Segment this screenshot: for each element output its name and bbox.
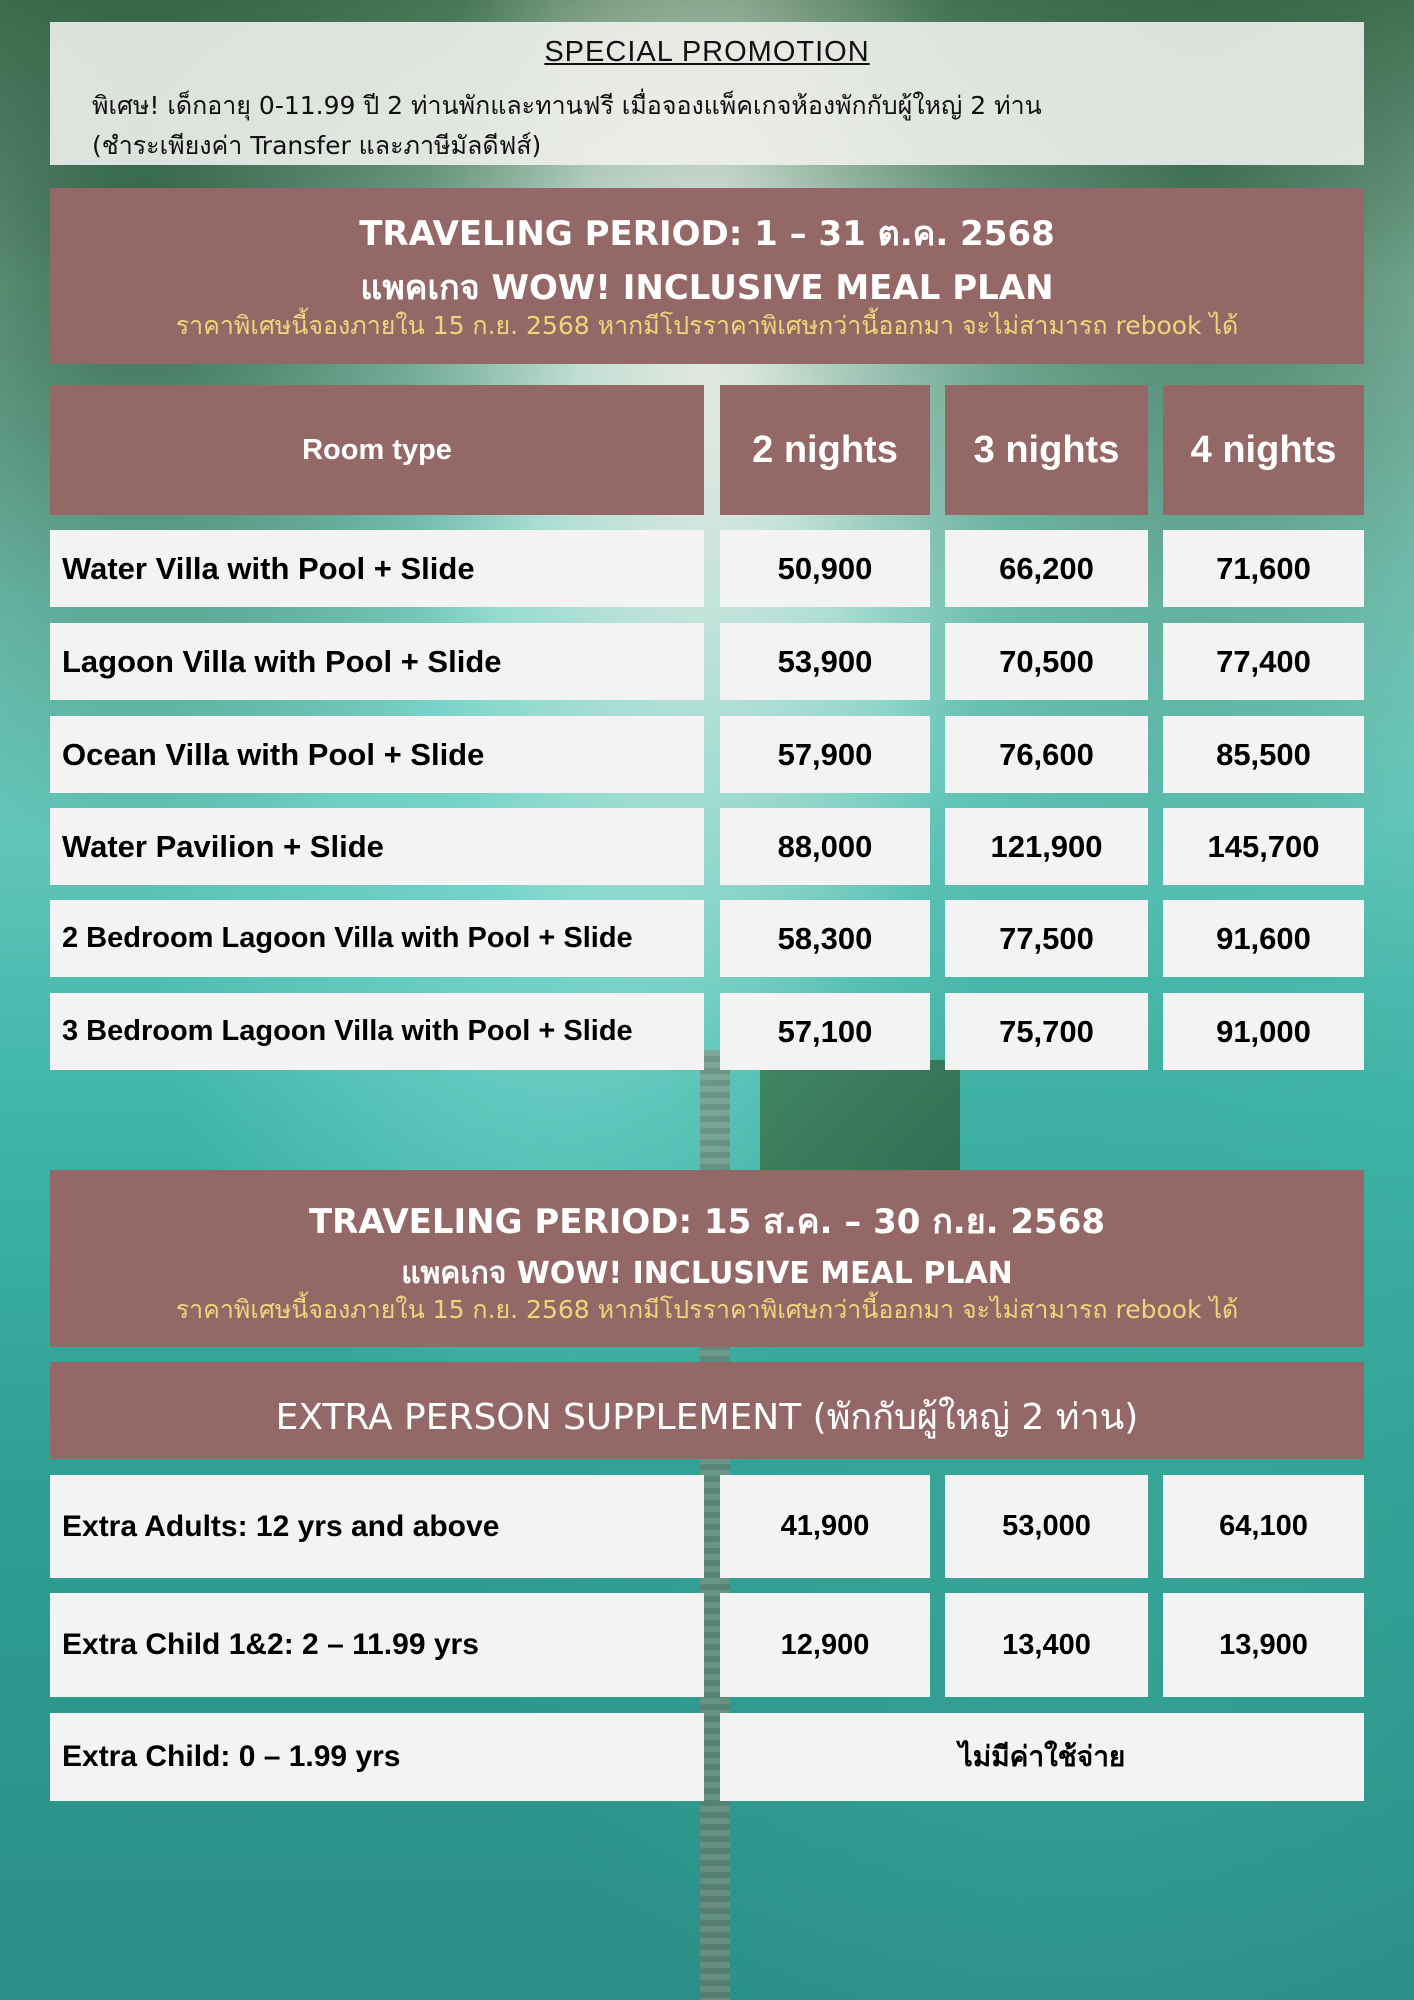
room-name-2-bedroom-lagoon-villa: 2 Bedroom Lagoon Villa with Pool + Slide [50,900,704,977]
extra-adults-label: Extra Adults: 12 yrs and above [50,1475,704,1578]
extra-infant-label: Extra Child: 0 – 1.99 yrs [50,1713,704,1801]
promotion-title: SPECIAL PROMOTION [544,36,870,68]
price-cell: 77,500 [945,900,1148,977]
price-cell: 70,500 [945,623,1148,700]
room-name-ocean-villa: Ocean Villa with Pool + Slide [50,716,704,793]
price-cell: 88,000 [720,808,930,885]
extra-person-title: EXTRA PERSON SUPPLEMENT (พักกับผู้ใหญ่ 2 ท่าน) [275,1397,1139,1438]
period-1-plan: แพคเกจ WOW! INCLUSIVE MEAL PLAN [360,268,1054,308]
price-cell: 57,900 [720,716,930,793]
price-cell: 66,200 [945,530,1148,607]
price-cell: 91,000 [1163,993,1364,1070]
period-1-banner [50,188,1364,364]
room-name-3-bedroom-lagoon-villa: 3 Bedroom Lagoon Villa with Pool + Slide [50,993,704,1070]
period-2-booking-note: ราคาพิเศษนี้จองภายใน 15 ก.ย. 2568 หากมีโปรราคาพิเศษกว่านี้ออกมา จะไม่สามารถ rebook ได้ [175,1295,1239,1324]
extra-infant-price: ไม่มีค่าใช้จ่าย [720,1713,1364,1801]
price-cell: 76,600 [945,716,1148,793]
period-1-dates: TRAVELING PERIOD: 1 – 31 ต.ค. 2568 [359,214,1055,254]
price-cell: 64,100 [1163,1475,1364,1578]
background-villa-roof [760,1060,960,1180]
price-cell: 121,900 [945,808,1148,885]
price-cell: 13,900 [1163,1593,1364,1697]
price-cell: 41,900 [720,1475,930,1578]
header-2-nights: 2 nights [720,385,930,515]
promotion-line-2: (ชำระเพียงค่า Transfer และภาษีมัลดีฟส์) [92,131,542,160]
room-name-water-villa: Water Villa with Pool + Slide [50,530,704,607]
extra-child-label: Extra Child 1&2: 2 – 11.99 yrs [50,1593,704,1697]
price-cell: 58,300 [720,900,930,977]
price-cell: 85,500 [1163,716,1364,793]
period-2-plan: แพคเกจ WOW! INCLUSIVE MEAL PLAN [401,1256,1013,1291]
extra-person-banner [50,1362,1364,1459]
price-cell: 50,900 [720,530,930,607]
period-1-booking-note: ราคาพิเศษนี้จองภายใน 15 ก.ย. 2568 หากมีโปรราคาพิเศษกว่านี้ออกมา จะไม่สามารถ rebook ได้ [175,311,1239,340]
room-name-water-pavilion: Water Pavilion + Slide [50,808,704,885]
header-3-nights: 3 nights [945,385,1148,515]
price-cell: 145,700 [1163,808,1364,885]
header-room-type: Room type [50,385,704,515]
price-cell: 13,400 [945,1593,1148,1697]
price-cell: 53,000 [945,1475,1148,1578]
room-name-lagoon-villa: Lagoon Villa with Pool + Slide [50,623,704,700]
price-cell: 12,900 [720,1593,930,1697]
header-4-nights: 4 nights [1163,385,1364,515]
promotion-box [50,22,1364,165]
price-cell: 53,900 [720,623,930,700]
price-cell: 77,400 [1163,623,1364,700]
price-cell: 71,600 [1163,530,1364,607]
price-cell: 91,600 [1163,900,1364,977]
price-cell: 57,100 [720,993,930,1070]
period-2-banner [50,1170,1364,1347]
price-cell: 75,700 [945,993,1148,1070]
promotion-line-1: พิเศษ! เด็กอายุ 0-11.99 ปี 2 ท่านพักและทานฟรี เมื่อจองแพ็คเกจห้องพักกับผู้ใหญ่ 2 ท่าน [92,91,1042,120]
period-2-dates: TRAVELING PERIOD: 15 ส.ค. – 30 ก.ย. 2568 [308,1202,1106,1242]
